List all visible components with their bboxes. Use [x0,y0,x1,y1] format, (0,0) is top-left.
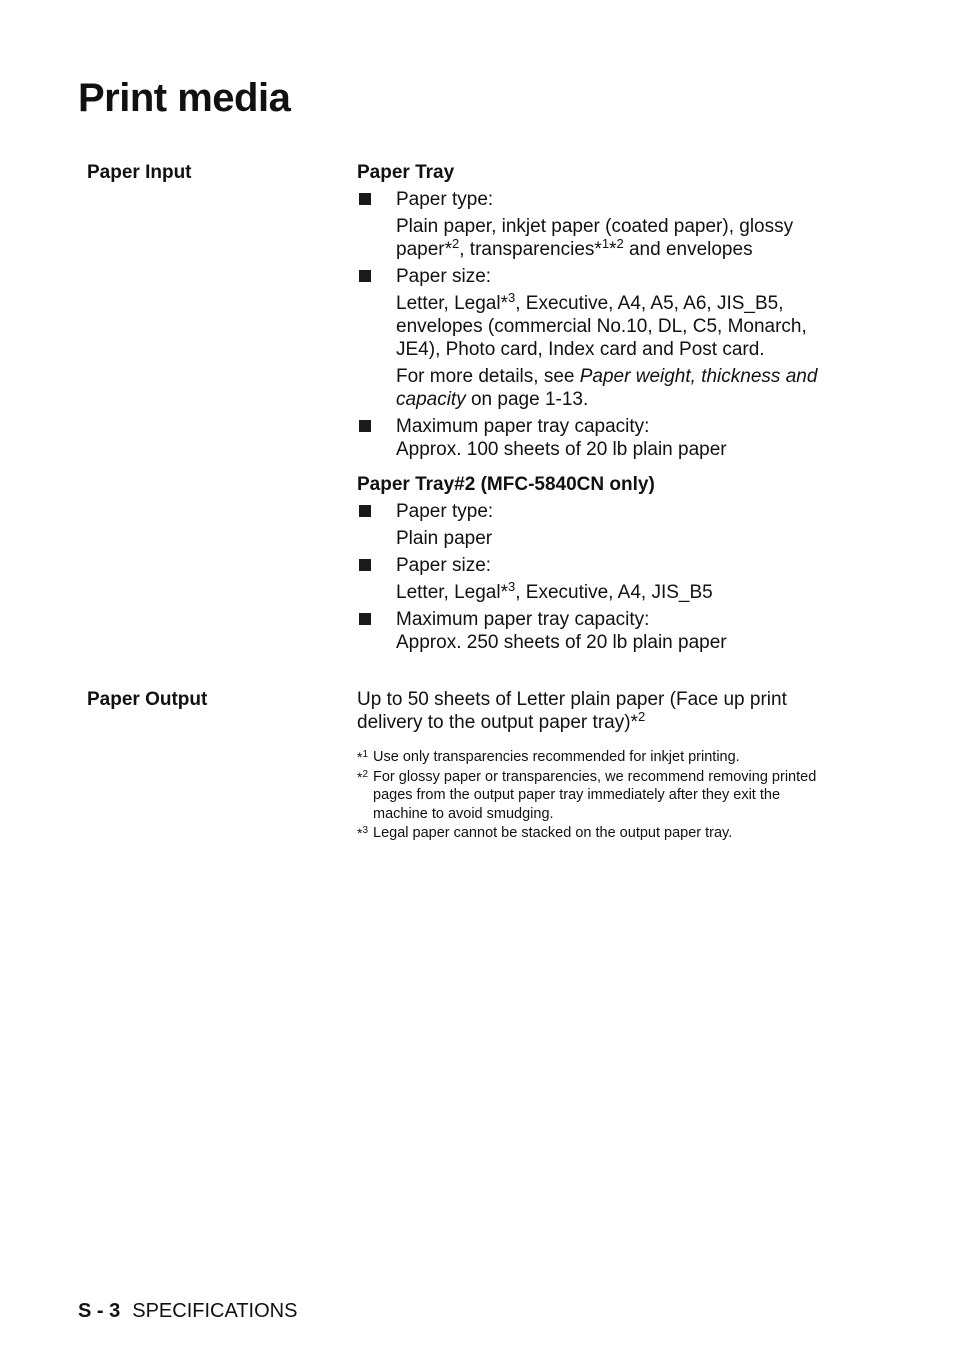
tray1-paper-size-item [357,265,827,288]
tray2-capacity-item [357,608,827,654]
page-number: S - 3 [78,1300,121,1322]
page-title: Print media [78,76,291,120]
tray2-capacity-value: Approx. 250 sheets of 20 lb plain paper [396,632,727,653]
tray1-capacity-label: Maximum paper tray capacity: [396,416,650,437]
square-bullet-icon [359,420,371,432]
tray2-paper-size-item [357,554,827,577]
paper-tray-heading: Paper Tray [357,162,455,183]
paper-tray2-heading: Paper Tray#2 (MFC-5840CN only) [357,474,655,495]
tray2-paper-size-label: Paper size: [396,555,492,576]
paper-output-label: Paper Output [87,689,208,710]
square-bullet-icon [359,193,371,205]
tray2-capacity-label: Maximum paper tray capacity: [396,609,650,630]
tray1-capacity-value: Approx. 100 sheets of 20 lb plain paper [396,439,727,460]
tray1-paper-type-item [357,188,827,211]
tray2-paper-size-value: Letter, Legal*$^3$, Executive, A4, JIS_B5 [396,579,713,603]
tray1-paper-type-label: Paper type: [396,189,494,210]
paper-input-content [357,161,827,658]
tray2-paper-type-value: Plain paper [396,528,493,549]
square-bullet-icon [359,613,371,625]
page-footer [78,1300,297,1323]
square-bullet-icon [359,270,371,282]
paper-output-value: Up to 50 sheets of Letter plain paper (Face up print delivery to the output paper tray)*$^2$ [357,689,787,733]
paper-input-label: Paper Input [87,162,192,183]
footnotes [357,748,827,843]
details-link-text: Paper weight, thickness and capacity [396,366,818,410]
tray2-paper-type-label: Paper type: [396,501,494,522]
square-bullet-icon [359,559,371,571]
tray1-capacity-item [357,415,827,461]
paper-output-content [357,688,827,844]
tray1-details-note: For more details, see Paper weight, thickness and capacity on page 1-13. [396,366,818,410]
tray1-paper-size-label: Paper size: [396,266,492,287]
tray2-paper-type-item [357,500,827,523]
footer-section: SPECIFICATIONS [132,1300,298,1322]
tray1-paper-type-value: Plain paper, inkjet paper (coated paper), glossy paper*$^2$, transparencies*$^1$*$^2$ and envelopes [396,216,794,260]
footnote-1: *$^1$ Use only transparencies recommended for inkjet printing. [357,749,740,765]
square-bullet-icon [359,505,371,517]
tray1-paper-size-value: Letter, Legal*$^3$, Executive, A4, A5, A6, JIS_B5, envelopes (commercial No.10, DL, C5, Monarch, JE4), Photo card, Index card and Post card. [396,290,807,360]
footnote-3: *$^3$ Legal paper cannot be stacked on the output paper tray. [357,825,733,841]
footnote-2: *$^2$ For glossy paper or transparencies, we recommend removing printed pages from the output paper tray immediately after they exit the machine to avoid smudging. [357,768,817,822]
